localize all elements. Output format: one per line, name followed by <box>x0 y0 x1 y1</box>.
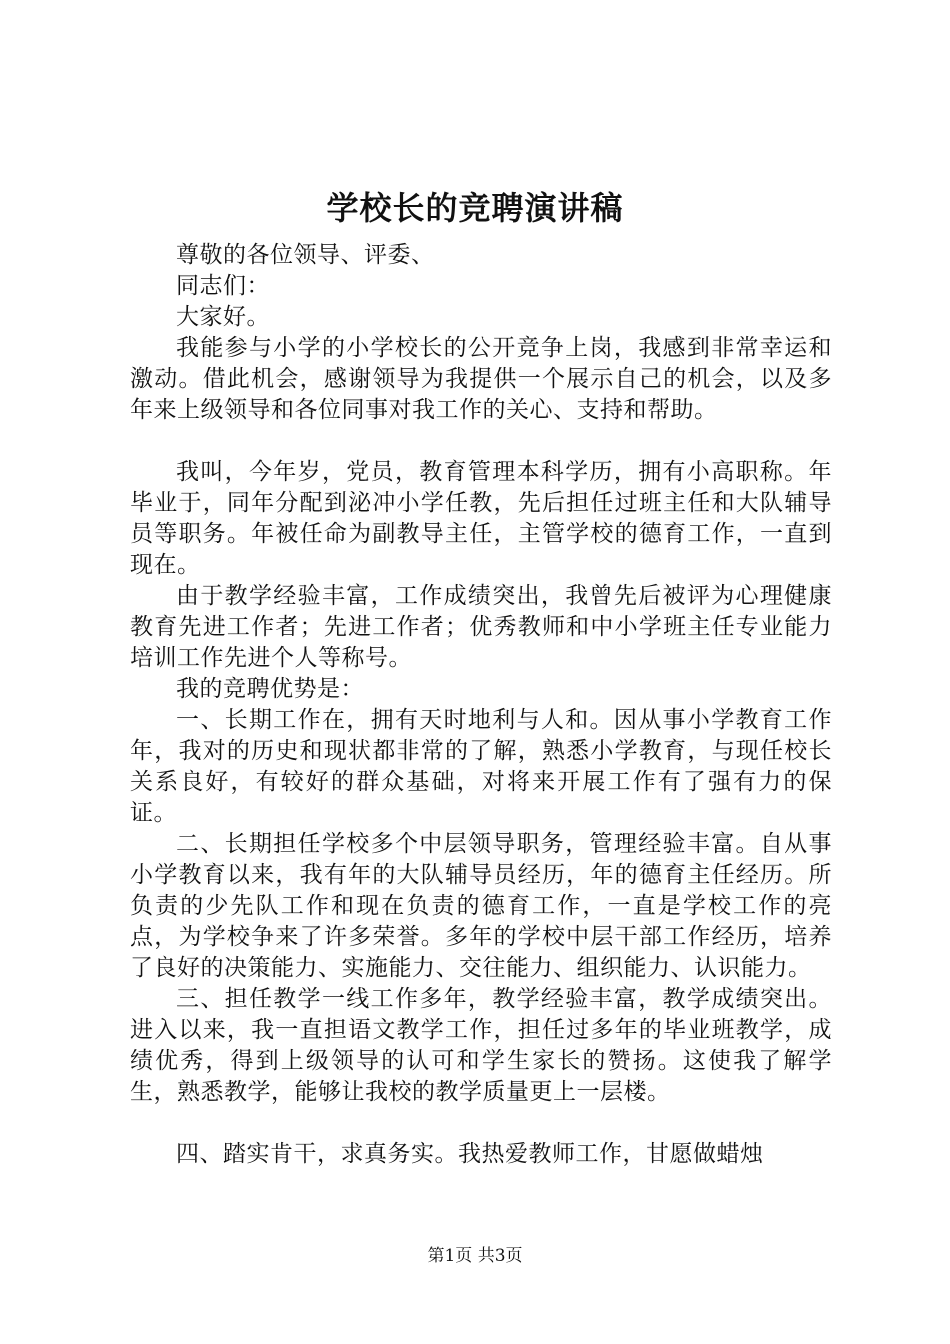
body-paragraph: 一、长期工作在，拥有天时地利与人和。因从事小学教育工作年，我对的历史和现状都非常的了解，熟悉小学教育，与现任校长关系良好，有较好的群众基础，对将来开展工作有了强有力的保证。 <box>130 707 832 826</box>
body-paragraph: 二、长期担任学校多个中层领导职务，管理经验丰富。自从事小学教育以来，我有年的大队辅导员经历，年的德育主任经历。所负责的少先队工作和现在负责的德育工作，一直是学校工作的亮点，为学校争来了许多荣誉。多年的学校中层干部工作经历，培养了良好的决策能力、实施能力、交往能力、组织能力、认识能力。 <box>130 831 832 981</box>
page-footer: 第1页 共3页 <box>427 1246 523 1266</box>
body-paragraph: 我的竞聘优势是： <box>176 676 364 702</box>
body-paragraph: 三、担任教学一线工作多年，教学经验丰富，教学成绩突出。进入以来，我一直担语文教学工作，担任过多年的毕业班教学，成绩优秀，得到上级领导的认可和学生家长的赞扬。这使我了解学生，熟悉教学，能够让我校的教学质量更上一层楼。 <box>130 986 832 1105</box>
document-body <box>130 240 832 1170</box>
greeting-line: 大家好。 <box>176 304 270 330</box>
document-title: 学校长的竞聘演讲稿 <box>326 189 624 227</box>
greeting-line: 同志们： <box>176 273 270 299</box>
body-paragraph: 我叫，今年岁，党员，教育管理本科学历，拥有小高职称。年毕业于，同年分配到泌冲小学任教，先后担任过班主任和大队辅导员等职务。年被任命为副教导主任，主管学校的德育工作，一直到现在。 <box>130 459 832 578</box>
body-paragraph: 由于教学经验丰富，工作成绩突出，我曾先后被评为心理健康教育先进工作者；先进工作者；优秀教师和中小学班主任专业能力培训工作先进个人等称号。 <box>130 583 832 671</box>
body-paragraph: 我能参与小学的小学校长的公开竞争上岗，我感到非常幸运和激动。借此机会，感谢领导为我提供一个展示自己的机会，以及多年来上级领导和各位同事对我工作的关心、支持和帮助。 <box>130 335 832 423</box>
body-paragraph: 四、踏实肯干，求真务实。我热爱教师工作，甘愿做蜡烛 <box>176 1141 764 1167</box>
greeting-line: 尊敬的各位领导、评委、 <box>176 242 435 268</box>
